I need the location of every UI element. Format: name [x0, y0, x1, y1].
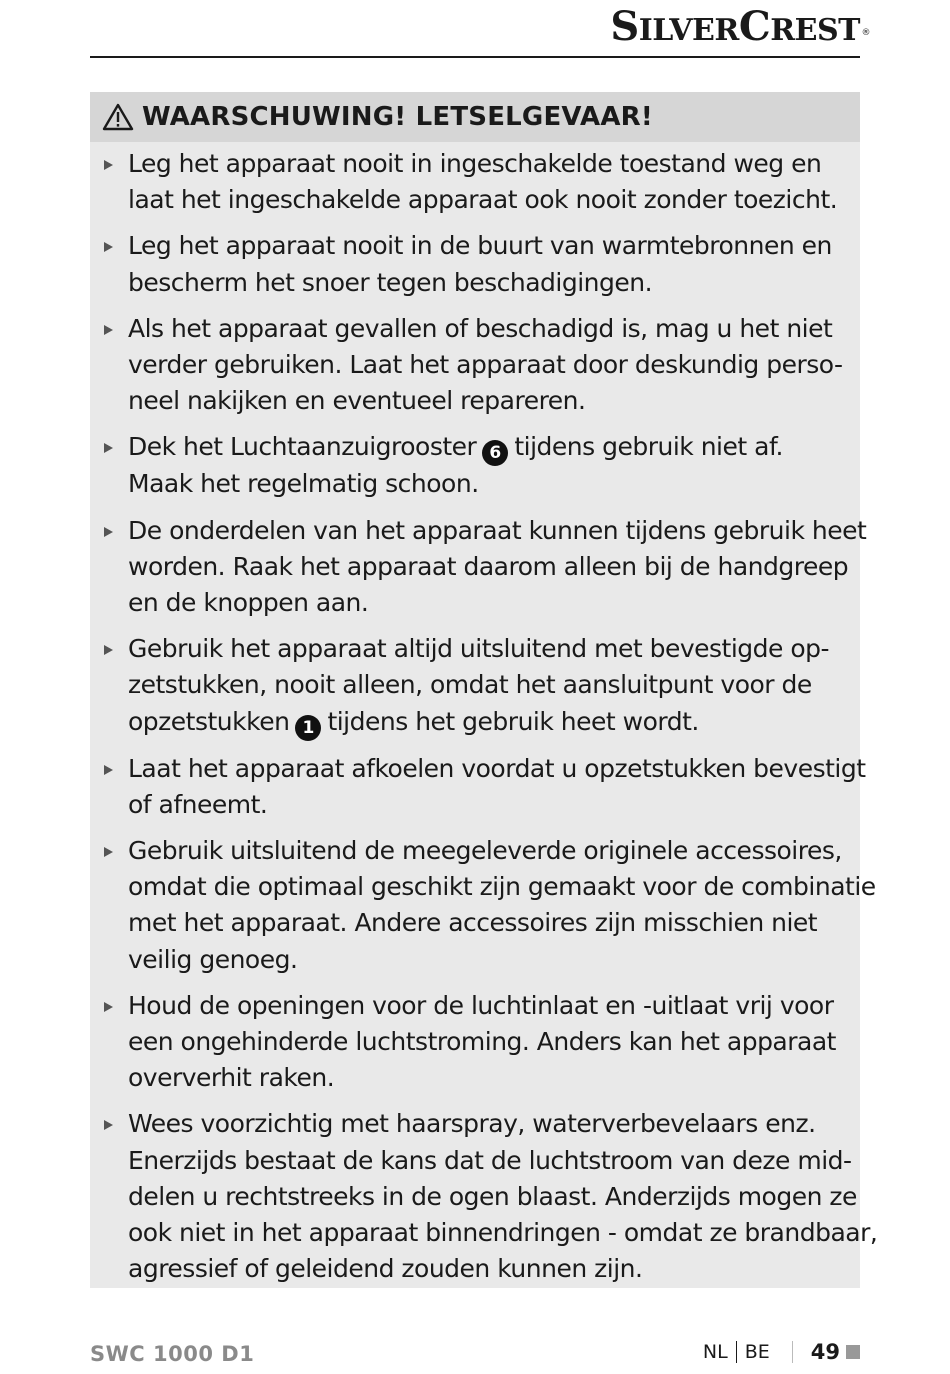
footer-divider	[736, 1341, 737, 1363]
header-rule	[90, 56, 860, 58]
item-text-line: veilig genoeg.	[128, 944, 298, 974]
warning-header	[90, 92, 860, 142]
brand-part2-small: REST	[770, 13, 860, 48]
bullet-arrow-icon	[104, 847, 113, 857]
registered-mark: ®	[861, 28, 870, 38]
bullet-arrow-icon	[104, 160, 113, 170]
list-item	[90, 146, 860, 218]
item-text-line: of afneemt.	[128, 789, 268, 819]
bullet-arrow-icon	[104, 443, 113, 453]
item-text-line: Leg het apparaat nooit in ingeschakelde toestand weg en	[128, 149, 822, 178]
warning-title: WAARSCHUWING! LETSELGEVAAR!	[142, 102, 653, 132]
footer-model-number: SWC 1000 D1	[90, 1342, 255, 1366]
item-text-line	[128, 704, 848, 741]
warning-box	[90, 92, 878, 1288]
item-text-line: Laat het apparaat afkoelen voordat u opzetstukken bevestigt	[128, 753, 866, 783]
item-text-line: Houd de openingen voor de luchtinlaat en -uitlaat vrij voor	[128, 990, 834, 1020]
list-item	[90, 833, 876, 978]
item-text-line: met het apparaat. Andere accessoires zijn misschien niet	[128, 908, 818, 938]
bullet-arrow-icon	[104, 1120, 113, 1130]
item-text-line: Gebruik het apparaat altijd uitsluitend met bevestigde op-	[128, 634, 830, 664]
item-text-line: oververhit raken.	[128, 1063, 335, 1093]
item-text-line: verder gebruiken. Laat het apparaat door deskundig perso-	[128, 350, 843, 380]
item-text-line: Als het apparaat gevallen of beschadigd is, mag u het niet	[128, 313, 833, 343]
list-item	[90, 1106, 878, 1287]
item-text-part: opzetstukken	[128, 706, 290, 736]
item-text-part: tijdens het gebruik heet wordt.	[327, 706, 699, 736]
list-item	[90, 631, 860, 740]
warning-triangle-icon	[102, 103, 134, 131]
list-item	[90, 429, 860, 502]
item-text-line: Gebruik uitsluitend de meegeleverde originele accessoires,	[128, 836, 842, 866]
list-item	[90, 311, 860, 420]
item-text-line: Leg het apparaat nooit in de buurt van warmtebronnen en	[128, 231, 832, 261]
item-text-line: Wees voorzichtig met haarspray, waterverbevelaars enz.	[128, 1109, 816, 1139]
item-text-line: Enerzijds bestaat de kans dat de luchtstroom van deze mid-	[128, 1145, 852, 1175]
brand-part1-small: ILVER	[638, 13, 739, 48]
footer-lang-nl: NL	[702, 1341, 728, 1363]
bullet-arrow-icon	[104, 242, 113, 252]
item-text-line: laat het ingeschakelde apparaat ook nooit zonder toezicht.	[128, 185, 838, 215]
item-text-line: worden. Raak het apparaat daarom alleen bij de handgreep	[128, 551, 849, 581]
bullet-arrow-icon	[104, 645, 113, 655]
item-text-line: De onderdelen van het apparaat kunnen tijdens gebruik heet	[128, 515, 867, 545]
item-text-part: Dek het Luchtaanzuigrooster	[128, 432, 477, 462]
bullet-arrow-icon	[104, 1002, 113, 1012]
list-item	[90, 228, 860, 300]
item-text-line: delen u rechtstreeks in de ogen blaast. Anderzijds mogen ze	[128, 1181, 857, 1211]
brand-logo	[610, 3, 870, 54]
footer-lang-be: BE	[744, 1341, 770, 1363]
item-text-line: Maak het regelmatig schoon.	[128, 469, 479, 499]
item-text-line: een ongehinderde luchtstroming. Anders kan het apparaat	[128, 1027, 836, 1057]
bullet-arrow-icon	[104, 765, 113, 775]
footer-divider	[792, 1341, 793, 1363]
bullet-arrow-icon	[104, 325, 113, 335]
item-text-line: neel nakijken en eventueel repareren.	[128, 386, 586, 416]
item-text-line	[128, 429, 848, 466]
item-text-part: tijdens gebruik niet af.	[514, 432, 783, 462]
brand-part1-big: S	[610, 3, 639, 50]
list-item	[90, 988, 860, 1097]
item-text-line: agressief of geleidend zouden kunnen zijn.	[128, 1254, 643, 1284]
part-reference-badge: 1	[295, 715, 321, 741]
brand-part2-big: C	[738, 3, 771, 50]
list-item	[90, 513, 867, 622]
list-item	[90, 751, 866, 823]
item-text-line: ook niet in het apparaat binnendringen - omdat ze brandbaar,	[128, 1218, 878, 1248]
item-text-line: en de knoppen aan.	[128, 588, 369, 618]
page-number: 49	[810, 1340, 840, 1364]
bullet-arrow-icon	[104, 527, 113, 537]
item-text-line: zetstukken, nooit alleen, omdat het aansluitpunt voor de	[128, 670, 812, 700]
warning-list	[90, 142, 878, 1287]
item-text-line: omdat die optimaal geschikt zijn gemaakt voor de combinatie	[128, 872, 876, 902]
part-reference-badge: 6	[482, 440, 508, 466]
page-marker-square-icon	[846, 1345, 860, 1359]
footer-right	[703, 1340, 860, 1364]
item-text-line: bescherm het snoer tegen beschadigingen.	[128, 267, 653, 297]
